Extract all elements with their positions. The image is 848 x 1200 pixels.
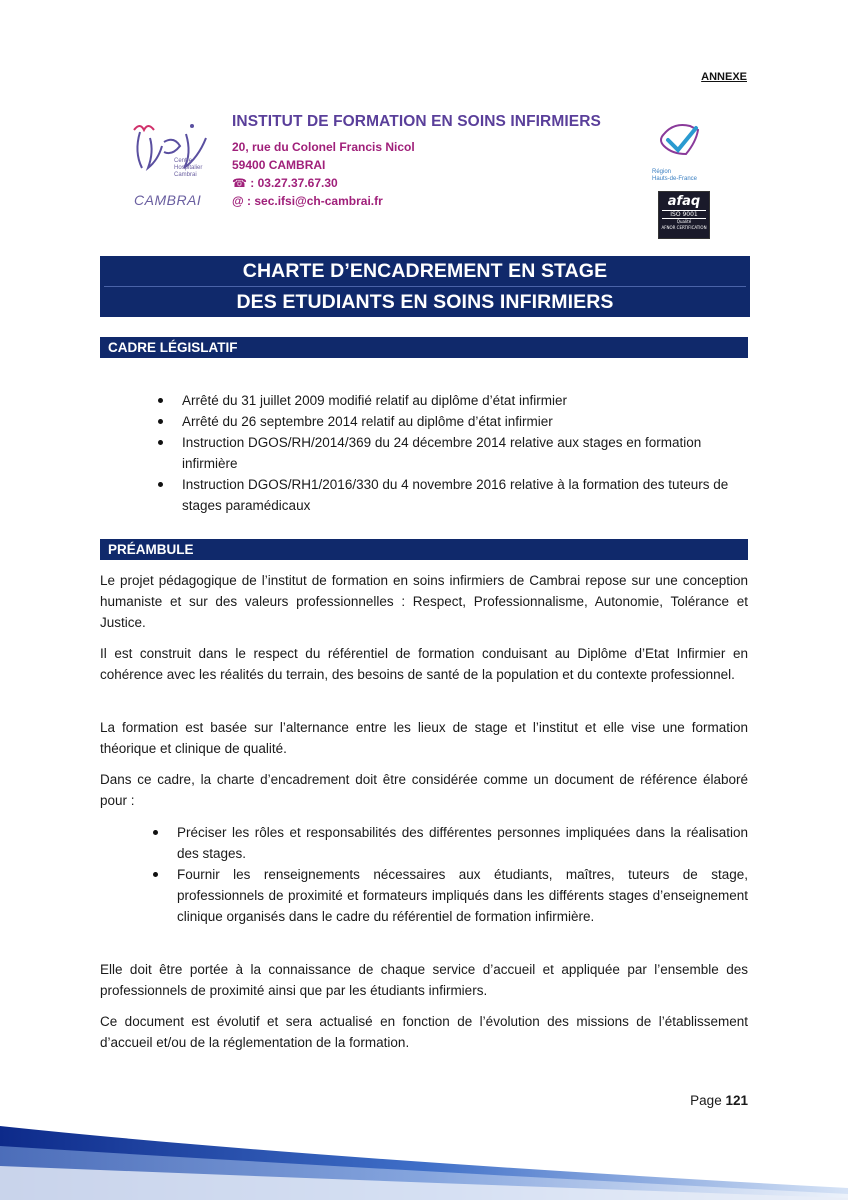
cadre-list bbox=[182, 390, 748, 516]
title-line-2: DES ETUDIANTS EN SOINS INFIRMIERS bbox=[236, 291, 614, 313]
footer-wave-decoration bbox=[0, 1118, 848, 1200]
bullet-icon bbox=[153, 830, 158, 835]
preambule-paragraph-5: Elle doit être portée à la connaissance de chaque service d’accueil et appliquée par l’ensemble des professionnels de proximité ainsi que par les étudiants infirmiers. bbox=[100, 962, 748, 998]
title-line-1: CHARTE D’ENCADREMENT EN STAGE bbox=[242, 260, 608, 282]
annexe-label: ANNEXE bbox=[701, 71, 747, 83]
preambule-list bbox=[177, 822, 748, 927]
preambule-paragraph-1: Le projet pédagogique de l’institut de formation en soins infirmiers de Cambrai repose sur une conception humaniste et sur des valeurs professionnelles : Respect, Professionnalisme, Autonomie, Tolérance et Justice. bbox=[100, 573, 748, 630]
bullet-icon bbox=[158, 398, 163, 403]
bullet-icon bbox=[153, 872, 158, 877]
preambule-paragraph-3: La formation est basée sur l’alternance entre les lieux de stage et l’institut et elle vise une formation théorique et clinique de qualité. bbox=[100, 720, 748, 756]
address-city: 59400 CAMBRAI bbox=[232, 158, 326, 172]
phone-line: ☎ : 03.27.37.67.30 bbox=[232, 176, 338, 190]
address-street: 20, rue du Colonel Francis Nicol bbox=[232, 140, 415, 154]
bullet-icon bbox=[158, 419, 163, 424]
afaq-logo: afaq ISO 9001 Qualité AFNOR CERTIFICATION bbox=[658, 191, 710, 239]
list-item: Fournir les renseignements nécessaires aux étudiants, maîtres, tuteurs de stage, professionnels de proximité et formateurs impliqués dans les différents stages d’enseignement clinique organisés dans le cadre du référentiel de formation infirmière. bbox=[177, 864, 748, 927]
preambule-paragraph-4: Dans ce cadre, la charte d’encadrement doit être considérée comme un document de référence élaboré pour : bbox=[100, 772, 748, 808]
hospital-caption: Centre Hospitalier Cambrai bbox=[174, 158, 203, 178]
section-heading-cadre: CADRE LÉGISLATIF bbox=[100, 337, 748, 358]
page-number: Page 121 bbox=[690, 1093, 748, 1108]
list-item: Arrêté du 26 septembre 2014 relatif au diplôme d’état infirmier bbox=[182, 411, 748, 432]
list-item: Instruction DGOS/RH1/2016/330 du 4 novembre 2016 relative à la formation des tuteurs de stages paramédicaux bbox=[182, 474, 748, 516]
institute-title: INSTITUT DE FORMATION EN SOINS INFIRMIERS bbox=[232, 113, 601, 130]
email-line: @ : sec.ifsi@ch-cambrai.fr bbox=[232, 194, 383, 208]
bullet-icon bbox=[158, 482, 163, 487]
list-item: Arrêté du 31 juillet 2009 modifié relatif au diplôme d’état infirmier bbox=[182, 390, 748, 411]
ifsi-logo-icon bbox=[120, 118, 220, 193]
logo-city: CAMBRAI bbox=[134, 192, 202, 208]
region-caption: Région Hauts-de-France bbox=[652, 169, 698, 182]
list-item: Instruction DGOS/RH/2014/369 du 24 décembre 2014 relative aux stages en formation infirmière bbox=[182, 432, 748, 474]
preambule-paragraph-2: Il est construit dans le respect du référentiel de formation conduisant au Diplôme d’Etat Infirmier en cohérence avec les réalités du terrain, des besoins de santé de la population et du contexte professionnel. bbox=[100, 646, 748, 682]
institute-info bbox=[232, 113, 601, 210]
section-heading-preambule: PRÉAMBULE bbox=[100, 539, 748, 560]
list-item: Préciser les rôles et responsabilités des différentes personnes impliquées dans la réalisation des stages. bbox=[177, 822, 748, 864]
bullet-icon bbox=[158, 440, 163, 445]
document-title bbox=[100, 256, 750, 317]
partner-logos bbox=[650, 120, 720, 239]
ifsi-logo bbox=[120, 118, 220, 213]
preambule-paragraph-6: Ce document est évolutif et sera actualisé en fonction de l’évolution des missions de l’établissement d’accueil et/ou de la réglementation de la formation. bbox=[100, 1014, 748, 1050]
region-hauts-de-france-icon bbox=[650, 120, 710, 164]
